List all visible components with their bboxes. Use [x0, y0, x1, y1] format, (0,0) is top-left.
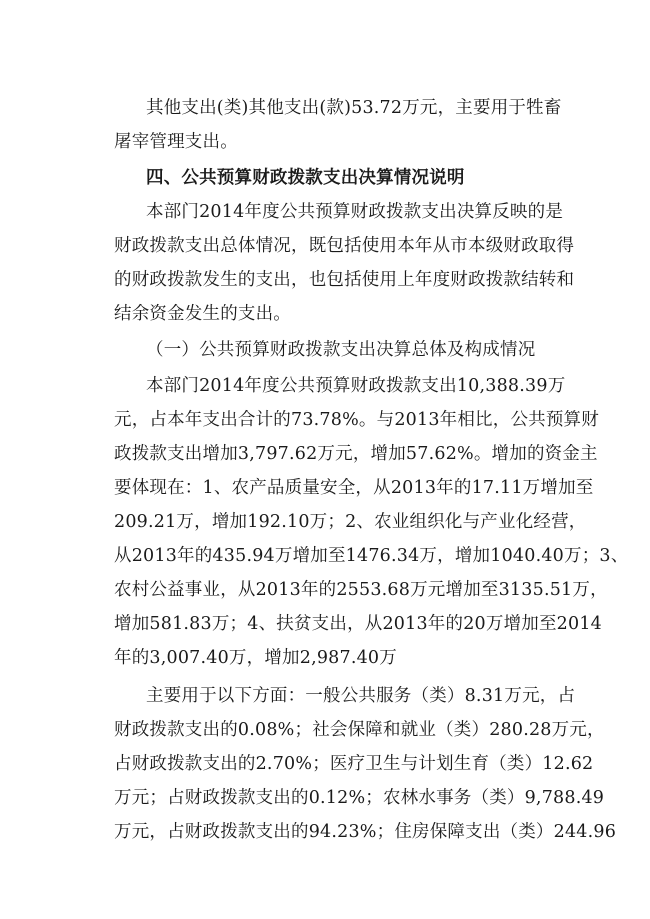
paragraph-line: 年的3,007.40万，增加2,987.40万	[114, 648, 397, 668]
section-heading: 四、公共预算财政拨款支出决算情况说明	[146, 168, 465, 188]
paragraph-line: 主要用于以下方面：一般公共服务（类）8.31万元，占	[146, 686, 576, 706]
paragraph-line: 占财政拨款支出的2.70%；医疗卫生与计划生育（类）12.62	[114, 754, 594, 774]
subsection-heading: （一）公共预算财政拨款支出决算总体及构成情况	[146, 340, 536, 360]
paragraph-line: 要体现在：1、农产品质量安全，从2013年的17.11万增加至	[114, 478, 594, 498]
paragraph-line: 209.21万，增加192.10万；2、农业组织化与产业化经营，	[114, 512, 587, 532]
paragraph-line: 屠宰管理支出。	[114, 132, 238, 152]
paragraph-line: 万元；占财政拨款支出的0.12%；农林水事务（类）9,788.49	[114, 788, 605, 808]
paragraph-line: 财政拨款支出总体情况，既包括使用本年从市本级财政取得	[114, 236, 575, 256]
paragraph-line: 政拨款支出增加3,797.62万元，增加57.62%。增加的资金主	[114, 444, 598, 464]
paragraph-line: 本部门2014年度公共预算财政拨款支出10,388.39万	[146, 376, 566, 396]
paragraph-line: 其他支出(类)其他支出(款)53.72万元，主要用于牲畜	[146, 98, 562, 118]
paragraph-line: 万元，占财政拨款支出的94.23%；住房保障支出（类）244.96	[114, 822, 617, 842]
paragraph-line: 从2013年的435.94万增加至1476.34万，增加1040.40万；3、	[114, 546, 629, 566]
paragraph-line: 的财政拨款发生的支出，也包括使用上年度财政拨款结转和	[114, 270, 575, 290]
paragraph-line: 农村公益事业，从2013年的2553.68万元增加至3135.51万，	[114, 580, 608, 600]
paragraph-line: 本部门2014年度公共预算财政拨款支出决算反映的是	[146, 202, 564, 222]
paragraph-line: 财政拨款支出的0.08%；社会保障和就业（类）280.28万元，	[114, 720, 605, 740]
paragraph-line: 增加581.83万；4、扶贫支出，从2013年的20万增加至2014	[114, 614, 603, 634]
paragraph-line: 元，占本年支出合计的73.78%。与2013年相比，公共预算财	[114, 410, 599, 430]
paragraph-line: 结余资金发生的支出。	[114, 304, 291, 324]
